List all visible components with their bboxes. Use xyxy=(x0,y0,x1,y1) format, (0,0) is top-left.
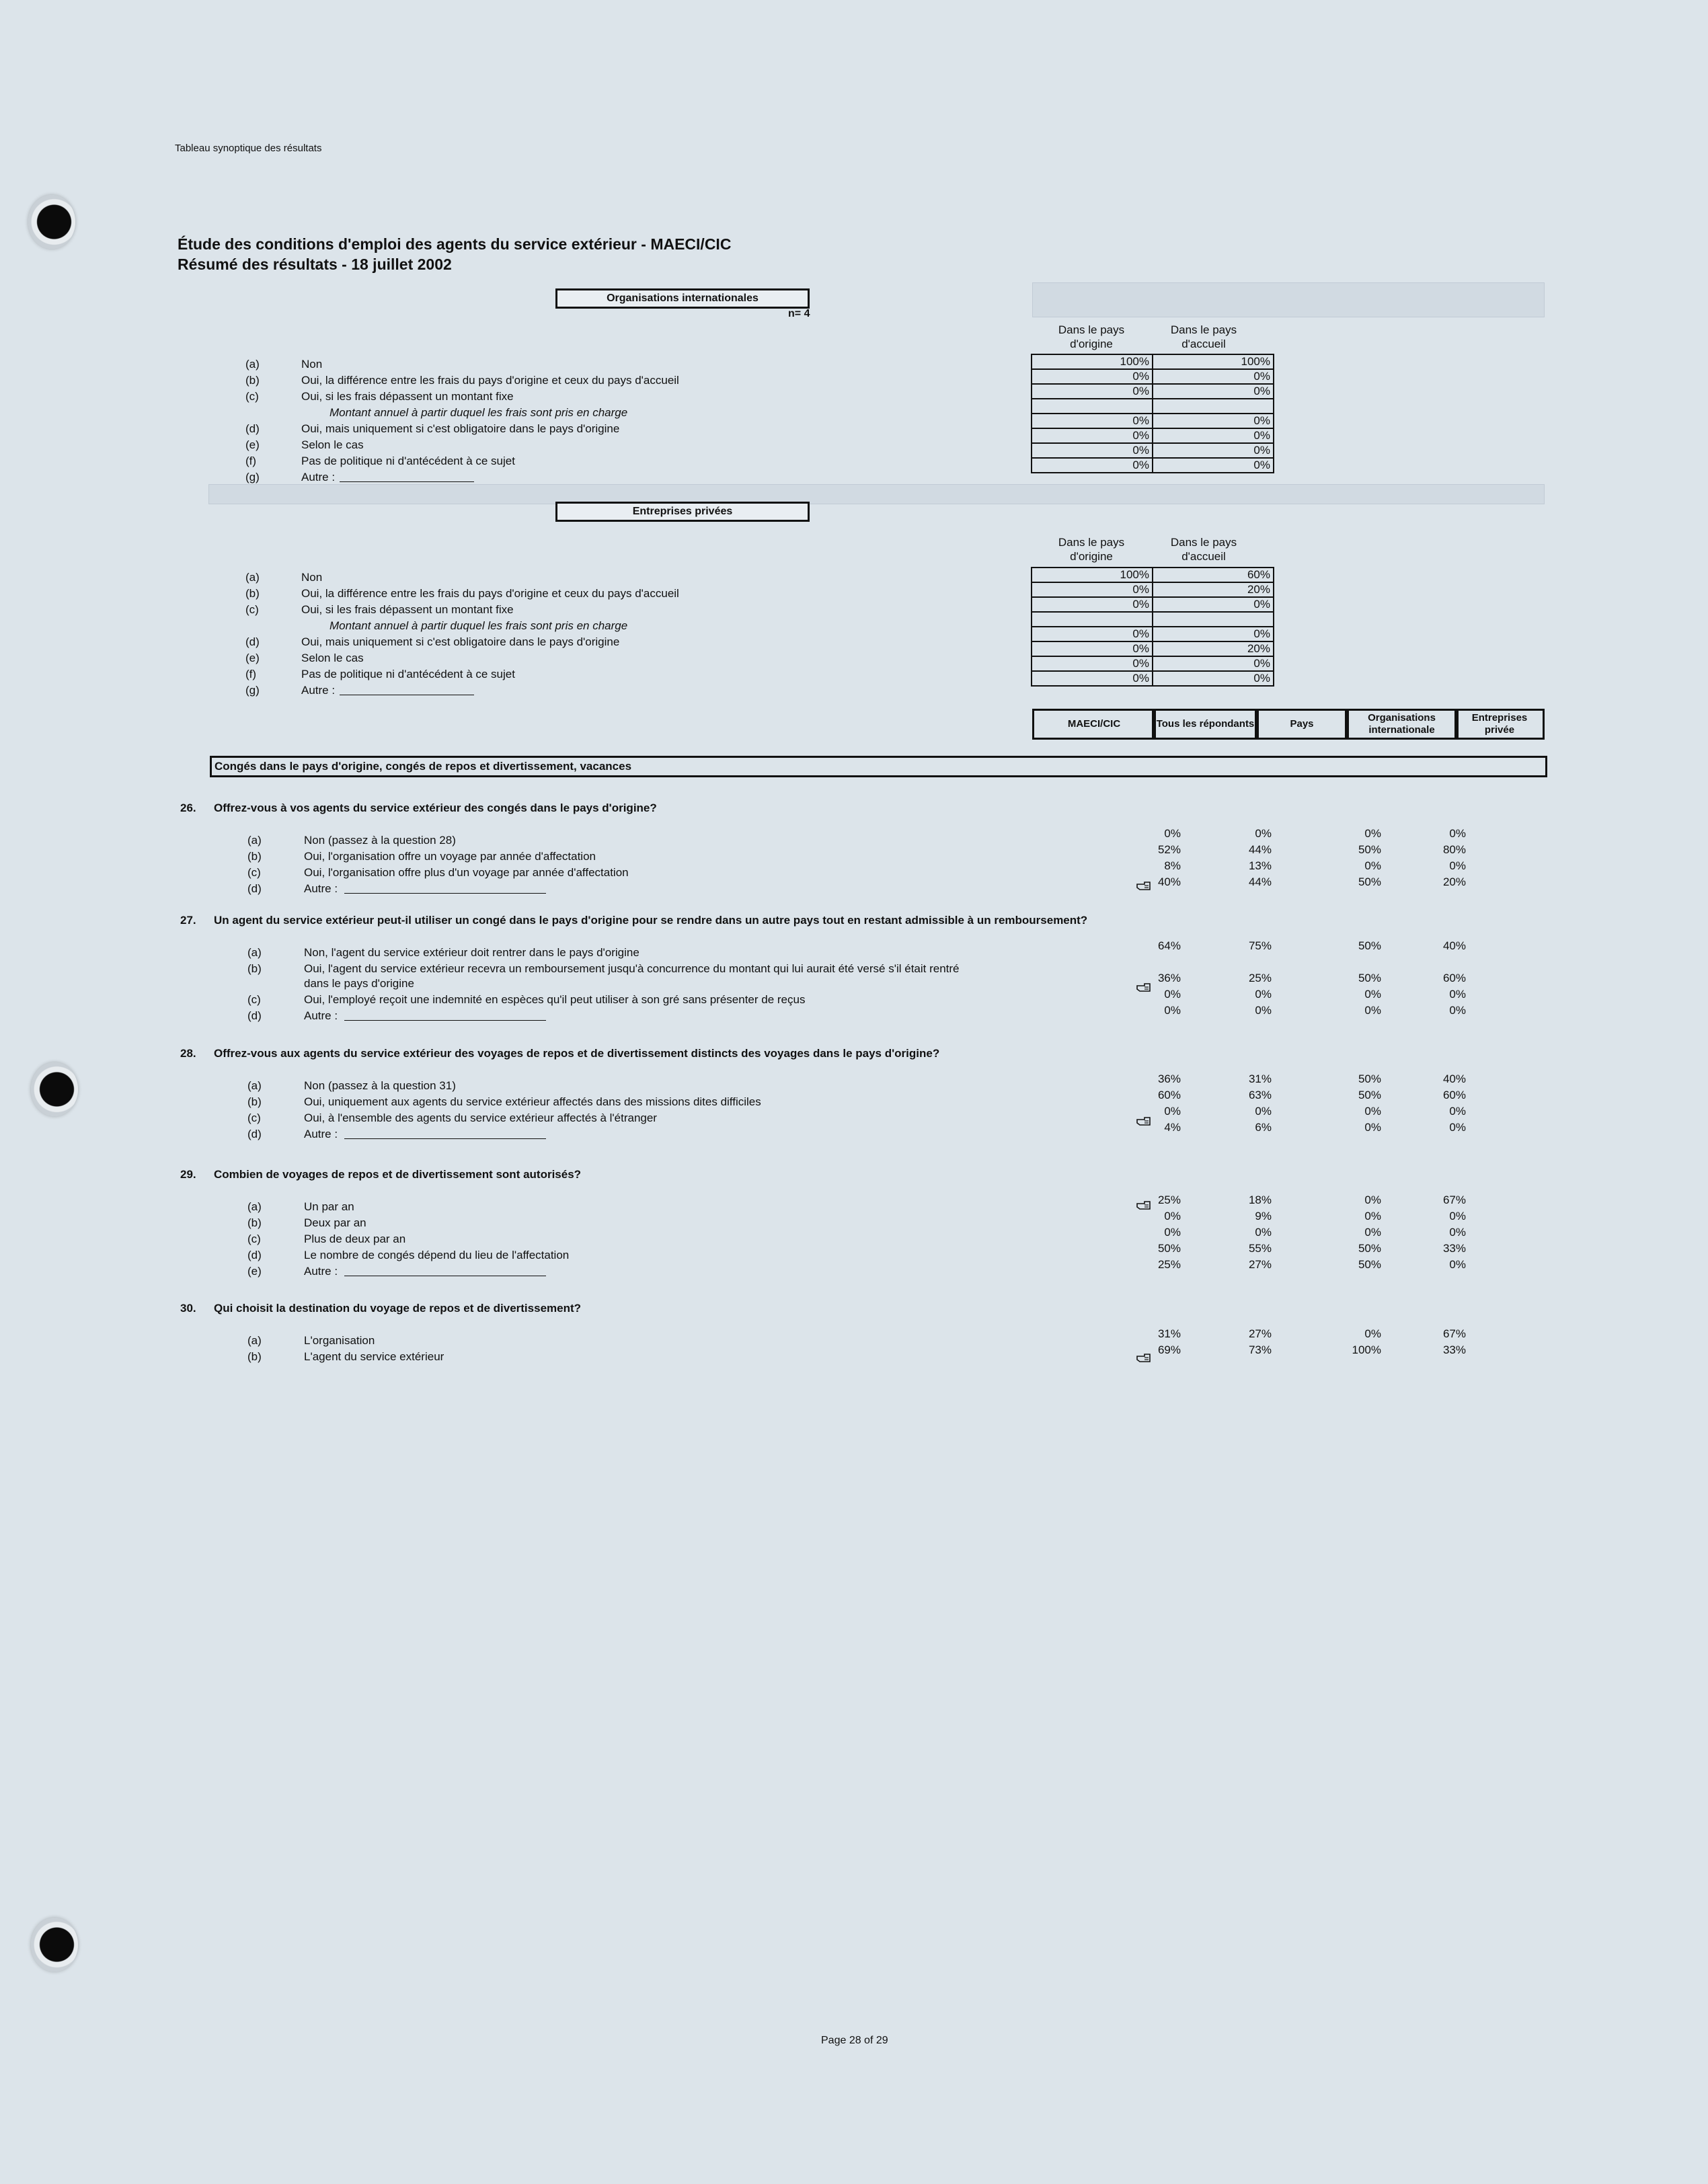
item-letter: (d) xyxy=(247,882,262,895)
value-row xyxy=(1032,656,1274,671)
value-cell: 0% xyxy=(1164,827,1181,840)
item-text: Deux par an xyxy=(304,1216,366,1229)
value-cell: 0% xyxy=(1164,1210,1181,1222)
item-letter: (f) xyxy=(245,455,257,467)
item-letter: (b) xyxy=(247,1216,262,1229)
value-row xyxy=(1032,458,1274,473)
item-letter: (g) xyxy=(245,684,260,697)
question-number: 28. xyxy=(180,1047,196,1060)
value-cell: 0% xyxy=(1364,859,1381,872)
item-letter: (e) xyxy=(247,1265,262,1278)
value-cell: 0% xyxy=(1364,988,1381,1001)
item-letter: (e) xyxy=(245,652,260,664)
question-number: 27. xyxy=(180,914,196,927)
value-cell: 50% xyxy=(1358,1089,1381,1101)
value-cell: 0% xyxy=(1164,1226,1181,1239)
section-title-bar: Congés dans le pays d'origine, congés de repos et divertissement, vacances xyxy=(210,756,1547,777)
value-row xyxy=(1032,671,1274,686)
value-cell: 0% xyxy=(1255,1226,1272,1239)
value-row xyxy=(1032,612,1274,627)
item-letter: (c) xyxy=(247,993,261,1006)
value-cell: 0% xyxy=(1364,1194,1381,1206)
value-row xyxy=(1032,399,1274,414)
value-cell: 0% xyxy=(1153,671,1274,686)
item-text: Oui, uniquement aux agents du service extérieur affectés dans des missions dites difficiles xyxy=(304,1095,761,1108)
item-letter: (c) xyxy=(245,603,259,616)
value-cell: 63% xyxy=(1248,1089,1272,1101)
item-letter: (f) xyxy=(245,668,257,680)
value-cell: 0% xyxy=(1164,1004,1181,1017)
value-cell: 40% xyxy=(1442,939,1466,952)
item-letter: (b) xyxy=(247,962,262,975)
item-text: Autre : xyxy=(304,1265,338,1278)
column-header: Entreprises privée xyxy=(1454,709,1545,740)
value-cell: 0% xyxy=(1449,1258,1466,1271)
value-cell: 60% xyxy=(1157,1089,1181,1101)
value-cell: 0% xyxy=(1032,656,1153,671)
item-letter: (c) xyxy=(247,1233,261,1245)
value-cell: 31% xyxy=(1248,1072,1272,1085)
autre-blank-line xyxy=(344,1020,546,1021)
value-cell: 8% xyxy=(1164,859,1181,872)
bleed-through-bar xyxy=(208,484,1545,504)
value-cell: 75% xyxy=(1248,939,1272,952)
item-text: Oui, l'organisation offre un voyage par année d'affectation xyxy=(304,850,596,863)
value-cell: 100% xyxy=(1032,568,1153,582)
value-cell: 0% xyxy=(1032,582,1153,597)
document-label: Tableau synoptique des résultats xyxy=(175,143,322,154)
value-cell: 64% xyxy=(1157,939,1181,952)
value-cell: 0% xyxy=(1364,1105,1381,1118)
pointing-hand-icon xyxy=(1136,1117,1151,1126)
item-text: Autre : xyxy=(304,1009,338,1022)
pointing-hand-icon xyxy=(1136,1201,1151,1210)
item-text: Oui, l'organisation offre plus d'un voyage par année d'affectation xyxy=(304,866,629,879)
value-cell: 20% xyxy=(1442,875,1466,888)
item-text: Oui, si les frais dépassent un montant fixe xyxy=(301,390,514,403)
value-cell: 60% xyxy=(1153,568,1274,582)
item-letter: (b) xyxy=(245,374,260,387)
item-letter: (a) xyxy=(245,571,260,584)
private-col-origin: Dans le pays d'origine xyxy=(1058,536,1125,563)
value-cell: 33% xyxy=(1442,1242,1466,1255)
value-cell: 50% xyxy=(1358,1258,1381,1271)
private-values-table xyxy=(1031,567,1274,687)
value-row xyxy=(1032,627,1274,641)
value-cell: 0% xyxy=(1364,827,1381,840)
value-cell: 20% xyxy=(1153,582,1274,597)
item-text: Oui, la différence entre les frais du pays d'origine et ceux du pays d'accueil xyxy=(301,374,679,387)
value-row xyxy=(1032,369,1274,384)
value-row xyxy=(1032,641,1274,656)
value-cell: 0% xyxy=(1164,1105,1181,1118)
value-cell: 67% xyxy=(1442,1327,1466,1340)
value-cell: 0% xyxy=(1449,1210,1466,1222)
question-number: 29. xyxy=(180,1168,196,1181)
value-cell: 44% xyxy=(1248,875,1272,888)
page-title xyxy=(178,234,731,274)
question-text: Offrez-vous aux agents du service extérieur des voyages de repos et de divertissement distincts des voyages dans le pays d'origine? xyxy=(214,1047,940,1060)
value-cell: 0% xyxy=(1153,428,1274,443)
value-cell: 55% xyxy=(1248,1242,1272,1255)
value-cell: 13% xyxy=(1248,859,1272,872)
value-row xyxy=(1032,597,1274,612)
pointing-hand-icon xyxy=(1136,983,1151,992)
value-row xyxy=(1032,568,1274,582)
item-letter: (d) xyxy=(247,1009,262,1022)
item-text: Plus de deux par an xyxy=(304,1233,406,1245)
item-text: Non, l'agent du service extérieur doit rentrer dans le pays d'origine xyxy=(304,946,639,959)
question-text: Combien de voyages de repos et de divertissement sont autorisés? xyxy=(214,1168,582,1181)
item-letter: (b) xyxy=(247,1350,262,1363)
value-row xyxy=(1032,384,1274,399)
bleed-through-box xyxy=(1032,282,1545,317)
item-text: Oui, l'agent du service extérieur recevra un remboursement jusqu'à concurrence du montant qui lui aurait été versé s'il était rentré xyxy=(304,962,960,975)
value-cell: 36% xyxy=(1157,1072,1181,1085)
value-cell: 6% xyxy=(1255,1121,1272,1134)
value-cell: 0% xyxy=(1364,1210,1381,1222)
value-cell: 0% xyxy=(1364,1121,1381,1134)
item-text: Montant annuel à partir duquel les frais sont pris en charge xyxy=(329,406,628,419)
value-row xyxy=(1032,414,1274,428)
value-cell: 0% xyxy=(1153,656,1274,671)
value-cell: 0% xyxy=(1032,671,1153,686)
value-cell: 0% xyxy=(1255,988,1272,1001)
value-cell: 40% xyxy=(1442,1072,1466,1085)
autre-blank-line xyxy=(344,893,546,894)
value-cell: 50% xyxy=(1358,875,1381,888)
question-text: Offrez-vous à vos agents du service extérieur des congés dans le pays d'origine? xyxy=(214,802,657,814)
value-cell: 0% xyxy=(1449,827,1466,840)
item-letter: (c) xyxy=(245,390,259,403)
value-cell: 60% xyxy=(1442,972,1466,984)
punch-hole-bottom xyxy=(31,1918,78,1972)
value-cell: 0% xyxy=(1032,428,1153,443)
item-text: Oui, si les frais dépassent un montant fixe xyxy=(301,603,514,616)
value-cell: 44% xyxy=(1248,843,1272,856)
item-letter: (d) xyxy=(247,1128,262,1140)
title-line-1: Étude des conditions d'emploi des agents du service extérieur - MAECI/CIC xyxy=(178,235,732,253)
value-cell: 0% xyxy=(1032,369,1153,384)
value-cell: 25% xyxy=(1157,1194,1181,1206)
item-text: Oui, la différence entre les frais du pays d'origine et ceux du pays d'accueil xyxy=(301,587,679,600)
value-cell: 27% xyxy=(1248,1258,1272,1271)
item-letter: (d) xyxy=(245,422,260,435)
item-letter: (d) xyxy=(245,635,260,648)
question-text: Qui choisit la destination du voyage de repos et de divertissement? xyxy=(214,1302,582,1315)
value-row xyxy=(1032,354,1274,369)
value-row xyxy=(1032,582,1274,597)
org-col-origin: Dans le pays d'origine xyxy=(1058,323,1125,350)
value-cell: 0% xyxy=(1364,1004,1381,1017)
item-text: Non (passez à la question 31) xyxy=(304,1079,456,1092)
value-cell: 50% xyxy=(1358,972,1381,984)
value-cell: 67% xyxy=(1442,1194,1466,1206)
value-cell: 0% xyxy=(1032,384,1153,399)
item-letter: (b) xyxy=(247,1095,262,1108)
pointing-hand-icon xyxy=(1136,1354,1151,1363)
value-cell: 0% xyxy=(1032,458,1153,473)
item-letter: (b) xyxy=(245,587,260,600)
value-cell: 0% xyxy=(1255,827,1272,840)
item-text: Oui, mais uniquement si c'est obligatoire dans le pays d'origine xyxy=(301,635,620,648)
value-cell: 0% xyxy=(1032,414,1153,428)
value-cell: 0% xyxy=(1364,1226,1381,1239)
item-text: Pas de politique ni d'antécédent à ce sujet xyxy=(301,455,515,467)
value-cell: 0% xyxy=(1449,988,1466,1001)
item-text: Non xyxy=(301,358,323,370)
value-cell: 0% xyxy=(1164,988,1181,1001)
item-letter: (a) xyxy=(247,1334,262,1347)
org-values-table xyxy=(1031,354,1274,473)
item-text: Autre : xyxy=(304,882,338,895)
private-col-accueil: Dans le pays d'accueil xyxy=(1170,536,1237,563)
value-cell: 0% xyxy=(1449,1004,1466,1017)
value-cell: 0% xyxy=(1449,859,1466,872)
value-cell: 0% xyxy=(1449,1121,1466,1134)
item-text: Oui, l'employé reçoit une indemnité en espèces qu'il peut utiliser à son gré sans présenter de reçus xyxy=(304,993,806,1006)
value-cell: 33% xyxy=(1442,1343,1466,1356)
value-cell: 0% xyxy=(1153,627,1274,641)
value-cell: 0% xyxy=(1032,597,1153,612)
value-cell: 9% xyxy=(1255,1210,1272,1222)
value-cell: 18% xyxy=(1248,1194,1272,1206)
item-text: Le nombre de congés dépend du lieu de l'affectation xyxy=(304,1249,570,1261)
value-cell: 80% xyxy=(1442,843,1466,856)
question-number: 30. xyxy=(180,1302,196,1315)
item-text: Autre : xyxy=(301,471,336,483)
value-cell: 31% xyxy=(1157,1327,1181,1340)
value-cell: 36% xyxy=(1157,972,1181,984)
value-cell: 0% xyxy=(1032,443,1153,458)
question-text: Un agent du service extérieur peut-il utiliser un congé dans le pays d'origine pour se rendre dans un autre pays tout en restant admissible à un remboursement? xyxy=(214,914,1088,927)
item-letter: (d) xyxy=(247,1249,262,1261)
punch-hole-middle xyxy=(31,1062,78,1116)
value-cell xyxy=(1032,612,1153,627)
value-cell: 0% xyxy=(1153,384,1274,399)
column-header: Organisations internationale xyxy=(1345,709,1459,740)
item-text: L'organisation xyxy=(304,1334,375,1347)
item-text-continued: dans le pays d'origine xyxy=(304,977,414,990)
item-text: Autre : xyxy=(304,1128,338,1140)
value-cell: 50% xyxy=(1358,1072,1381,1085)
question-number: 26. xyxy=(180,802,196,814)
item-text: L'agent du service extérieur xyxy=(304,1350,444,1363)
private-block-label: Entreprises privées xyxy=(555,502,810,522)
item-text: Non xyxy=(301,571,323,584)
value-cell: 73% xyxy=(1248,1343,1272,1356)
item-text: Selon le cas xyxy=(301,652,364,664)
value-cell: 100% xyxy=(1032,354,1153,369)
value-cell: 0% xyxy=(1449,1105,1466,1118)
item-letter: (e) xyxy=(245,438,260,451)
value-cell: 60% xyxy=(1442,1089,1466,1101)
value-cell xyxy=(1153,399,1274,414)
value-cell: 0% xyxy=(1153,597,1274,612)
column-header: Pays xyxy=(1255,709,1349,740)
value-cell: 0% xyxy=(1364,1327,1381,1340)
item-text: Non (passez à la question 28) xyxy=(304,834,456,847)
value-cell: 0% xyxy=(1449,1226,1466,1239)
pointing-hand-icon xyxy=(1136,882,1151,891)
value-cell: 100% xyxy=(1153,354,1274,369)
value-cell: 69% xyxy=(1157,1343,1181,1356)
item-letter: (c) xyxy=(247,1112,261,1124)
value-cell: 50% xyxy=(1358,1242,1381,1255)
value-cell xyxy=(1153,612,1274,627)
value-cell: 50% xyxy=(1157,1242,1181,1255)
item-text: Pas de politique ni d'antécédent à ce sujet xyxy=(301,668,515,680)
item-letter: (a) xyxy=(247,834,262,847)
item-letter: (a) xyxy=(245,358,260,370)
value-cell: 0% xyxy=(1153,458,1274,473)
value-cell: 0% xyxy=(1153,414,1274,428)
org-col-accueil: Dans le pays d'accueil xyxy=(1170,323,1237,350)
value-cell: 0% xyxy=(1255,1004,1272,1017)
org-n-count: n= 4 xyxy=(788,308,810,319)
punch-hole-top xyxy=(28,195,75,249)
page-number: Page 28 of 29 xyxy=(821,2035,888,2046)
item-text: Un par an xyxy=(304,1200,354,1213)
value-row xyxy=(1032,428,1274,443)
value-cell: 40% xyxy=(1157,875,1181,888)
column-header: MAECI/CIC xyxy=(1032,709,1156,740)
value-cell: 0% xyxy=(1032,627,1153,641)
autre-blank-line xyxy=(340,481,474,482)
value-cell: 50% xyxy=(1358,939,1381,952)
value-cell: 20% xyxy=(1153,641,1274,656)
value-cell: 25% xyxy=(1157,1258,1181,1271)
value-cell: 25% xyxy=(1248,972,1272,984)
value-cell: 0% xyxy=(1153,369,1274,384)
item-letter: (a) xyxy=(247,1079,262,1092)
value-cell: 52% xyxy=(1157,843,1181,856)
item-letter: (a) xyxy=(247,1200,262,1213)
item-letter: (g) xyxy=(245,471,260,483)
value-row xyxy=(1032,443,1274,458)
item-text: Montant annuel à partir duquel les frais sont pris en charge xyxy=(329,619,628,632)
item-text: Selon le cas xyxy=(301,438,364,451)
value-cell: 0% xyxy=(1153,443,1274,458)
value-cell: 0% xyxy=(1255,1105,1272,1118)
item-letter: (c) xyxy=(247,866,261,879)
org-block-label: Organisations internationales xyxy=(555,288,810,309)
autre-blank-line xyxy=(344,1138,546,1139)
item-letter: (a) xyxy=(247,946,262,959)
column-header: Tous les répondants xyxy=(1152,709,1259,740)
item-text: Oui, à l'ensemble des agents du service extérieur affectés à l'étranger xyxy=(304,1112,657,1124)
value-cell: 100% xyxy=(1352,1343,1381,1356)
value-cell xyxy=(1032,399,1153,414)
item-letter: (b) xyxy=(247,850,262,863)
value-cell: 27% xyxy=(1248,1327,1272,1340)
value-cell: 0% xyxy=(1032,641,1153,656)
value-cell: 4% xyxy=(1164,1121,1181,1134)
item-text: Autre : xyxy=(301,684,336,697)
value-cell: 50% xyxy=(1358,843,1381,856)
item-text: Oui, mais uniquement si c'est obligatoire dans le pays d'origine xyxy=(301,422,620,435)
title-line-2: Résumé des résultats - 18 juillet 2002 xyxy=(178,256,452,273)
